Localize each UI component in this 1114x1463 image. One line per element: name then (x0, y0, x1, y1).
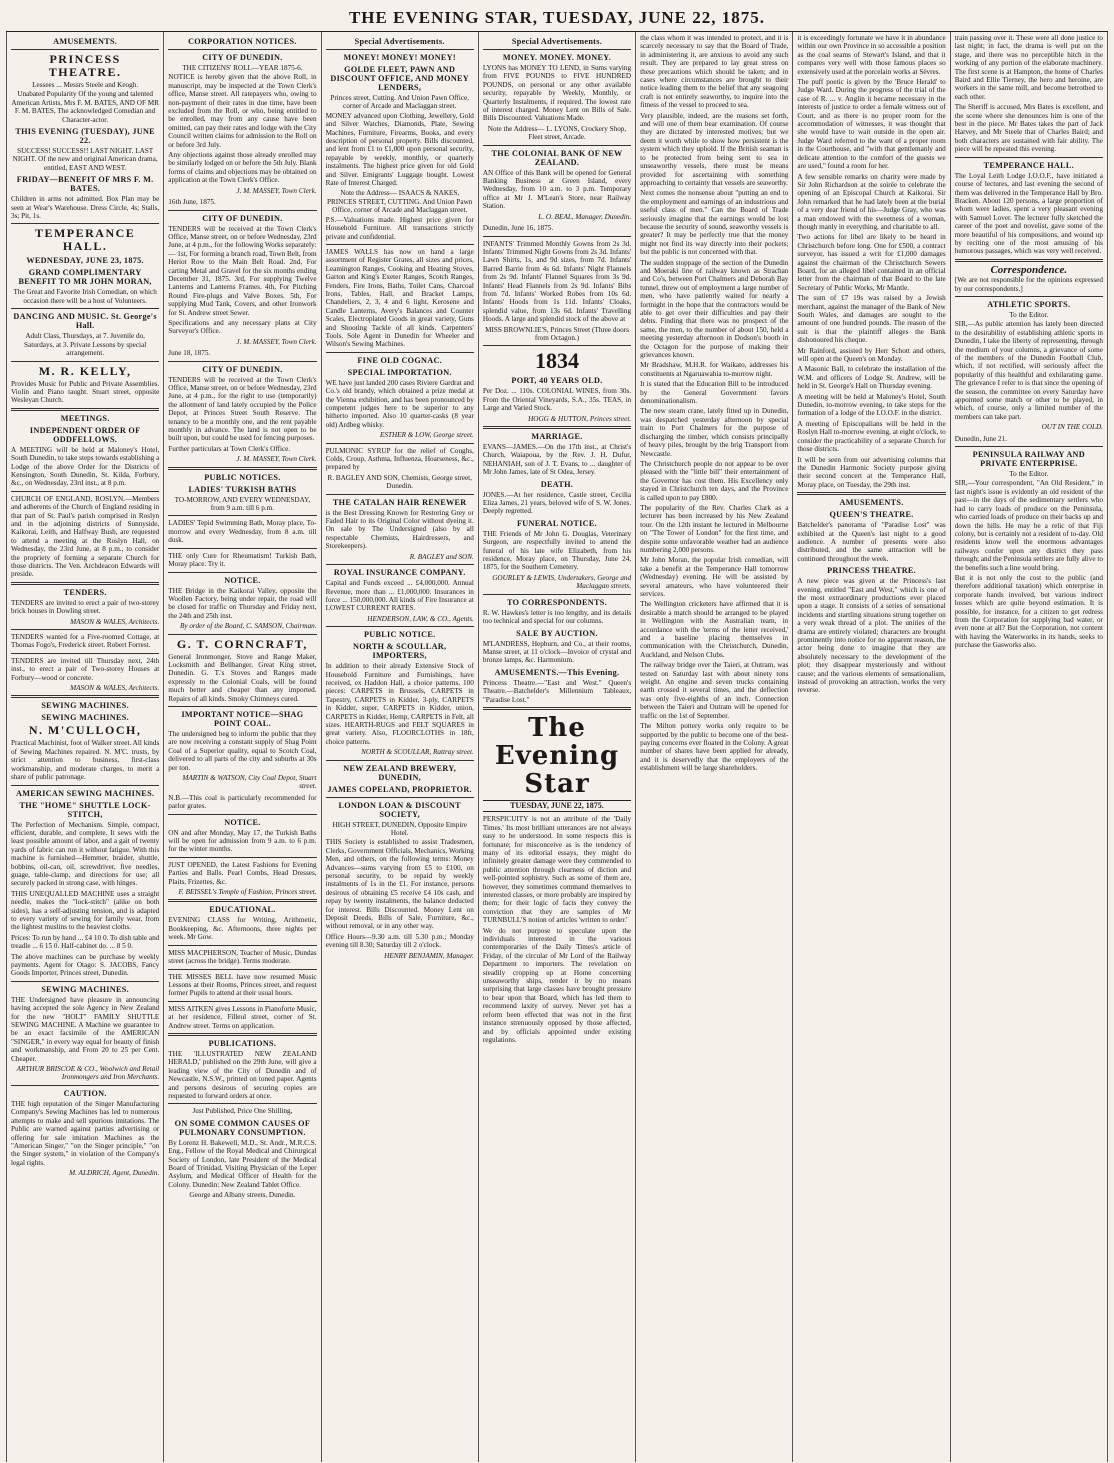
ad-title: GOLDE FLEET, PAWN AND DISCOUNT OFFICE, AND MONEY LENDERS, (330, 65, 470, 92)
divider (483, 49, 631, 50)
ad-text: HIGH STREET, DUNEDIN, Opposite Empire Hotel. (332, 820, 467, 837)
ad-text: Office Hours—9.30 a.m. till 5.30 p.m.; Monday evening till 8.30; Saturday till 2 o'clock. (325, 932, 474, 950)
divider (326, 49, 474, 50)
divider (168, 210, 316, 211)
notice-text: A MEETING will be held at Maloney's Hotel, South Dunedin, to take steps towards establishing a Lodge of the above Order for the Districts of Kensington, South Dunedin, St. Kilda, Forbury, &c., on Wednesday, 23rd inst., at 8 p.m. (11, 445, 160, 488)
ad-text: MISS MACPHERSON, Teacher of Music, Dundas street (across the bridge). Terms moderate. (168, 948, 317, 966)
ad-text: By Lorenz H. Bakewell, M.D., St. Andr., M.R.C.S. Eng., Fellow of the Royal Medical and Chirurgical Society of London, late President of the Medical Board of Trinidad, Visiting Physician of the Leper Asylum, and Medical Officer of Health for the Colony. Dunedin: New Zealand Tablet Office. (168, 1138, 317, 1189)
ad-text: THE only Cure for Rheumatism! Turkish Bath, Moray place. Try it. (168, 551, 317, 569)
ad-text: N.B.—This coal is particularly recommended for parlor grates. (168, 793, 317, 811)
notice-text: Princess Theatre.—"East and West." Queen's Theatre.—Batchelder's Millennium Tableaux, "Paradise Lost." (482, 678, 632, 704)
article-paragraph: A Masonic Ball, to celebrate the installation of the W.M. and officers of Lodge St. Andrew, will be held in St. George's Hall on Thursday evening. (797, 365, 946, 391)
divider (11, 49, 159, 50)
ad-text: WE have just landed 200 cases Riviere Gardrat and Co.'s old brandy, which obtained a prize medal at the Vienna exhibition, and has been pronounced by competent judges here to be superior to any hitherto imported. Also 10 quarter-casks (8 year old) Ardbeg whisky. (325, 378, 474, 429)
article-paragraph: A new piece was given at the Princess's last evening, entitled "East and West," which is one of the most extraordinary productions ever placed upon a stage. It consists of a series of sensational incidents and startling situations strung together on a very weak thread of a plot. The unities of the drama are entirely violated; characters are brought prominently into notice for no apparent reason, the actor being done to imagine that they are absolutely necessary to the development of the plot; they disappear mysteriously and without cause; and the various elements of sensationalism, instead of provoking an attraction, works the very reverse. (797, 577, 946, 695)
article-paragraph: The popularity of the Rev. Charles Clark as a lecturer has been increased by his New Zealand tour. On the 12th instant he lectured in Melbourne on "The Tower of London" for the first time, and despite some unfavorable weather had an audience numbering 2,000 persons. (640, 503, 789, 554)
ad-subheading: AMERICAN SEWING MACHINES. (15, 788, 155, 798)
letter-title: PENINSULA RAILWAY AND PRIVATE ENTERPRISE. (972, 450, 1085, 469)
signature: HENRY BENJAMIN, Manager. (384, 951, 474, 960)
section-heading: SEWING MACHINES. (41, 701, 129, 711)
ad-text: MISS AITKEN gives Lessons in Pianoforte Music, at her residence, Filleul street, corner of St. Andrew street. Terms on application. (168, 1004, 317, 1030)
signature: By order of the Board, C. SAMSON, Chairman. (179, 622, 317, 631)
ad-text: Capital and Funds exceed ... £4,000,000. Annual Revenue, more than ... £1,000,000. Insurances in force ... 150,000,000. All kinds of Fire Insurance at LOWEST CURRENT RATES. (325, 579, 474, 613)
column-1 (7, 32, 164, 1462)
notice-text: TENDERS will be received at the Town Clerk's Office, Manse street, on or before Wednesday, 23rd June, at 4 p.m., for the following Works separately:— 1st, For forming a branch road, Town Belt, from Heriot Row to the Main Belt Road. 2nd, For carting Metal and Gravel for the six months ending December 31, 1875. 3rd, For supplying Twelve Lanterns and Lanterns Frames. 4th, For Pitching Round Fire-plugs and Valve Boxes. 5th, For supplying Mud Tank, Covers, and other Ironwork for St. Andrew street Sewer. (168, 224, 317, 317)
divider (483, 426, 631, 429)
divider (168, 634, 316, 635)
ad-text: Princes street, Cutting. And Union Pawn Office, corner of Arcade and Maclaggan street. (330, 94, 469, 111)
divider (11, 491, 159, 492)
signature: MARTIN & WATSON, City Coal Depot, Stuart street. (182, 774, 317, 791)
divider (326, 494, 474, 495)
divider (168, 361, 316, 362)
article-paragraph: Mr Rainford, assisted by Herr Schott and others, will open at the Queen's on Monday. (797, 346, 946, 364)
divider (168, 706, 316, 707)
ad-subheading: CAUTION. (63, 1088, 107, 1098)
ad-text: THE 'ILLUSTRATED NEW ZEALAND HERALD,' published on the 29th June, will give a leading view of the City of Dunedin and of Newcastle, N.S.W., printed on toned paper. Agents and persons desirous of securing copies are requested to forward orders at once. (168, 1049, 317, 1100)
article-paragraph: Two actions for libel are likely to be heard in Christchurch before long. One for £500, a contract surveyor, has issued a writ for £1,000 damages against the chairman of the Christchurch Sewers Board, for an alleged libel contained in an official letter from the chairman of that Board to the late Secretary of Public Works, Mr Mantle. (797, 233, 946, 292)
divider (168, 945, 316, 946)
notice-title: CITY OF DUNEDIN. (202, 53, 283, 62)
column-7 (951, 32, 1108, 1462)
ad-text: LYONS has MONEY TO LEND, in Sums varying from FIVE POUNDS to FIVE HUNDRED POUNDS, on personal or any other available security, repayable by Weekly, Monthly, or Quarterly Instalments, if required. The lowest rate of interest charged. Money Lent on Bills of Sale. Bills Discounted. Valuations Made. (482, 64, 632, 123)
notice-text: TENDERS wanted for a Five-roomed Cottage, at Thomas Fogo's, Frederick street. Robert Forrest. (11, 633, 160, 650)
ad-text: THIS Society is established to assist Tradesmen, Clerks, Government Officials, Mechanics, Working Men, and others, on the following terms: Money Advances—sums varying from £5 to £100, on personal security, to be repaid by weekly instalments of 1s in the £1. For instance, persons desirous of obtaining £5 receive £4 10s cash, and repay by twenty instalments, the balance deducted for interest. Bills Discounted. Money Lent on Deposit Deeds, Bills of Sale, Furniture, &c., without removal, or in any other way. (325, 838, 474, 931)
divider (11, 653, 159, 654)
article-paragraph: It will be seen from our advertising columns that the Dunedin Harmonic Society purpose giving their second concert at the Temperance Hall, Moray place, on Tuesday, the 29th inst. (797, 455, 946, 489)
divider (168, 1033, 316, 1036)
ad-subheading: SPECIAL IMPORTATION. (347, 367, 452, 377)
ad-text: Lessees ... Messrs Steele and Keogh. (32, 81, 139, 89)
letter-title: ATHLETIC SPORTS. (987, 299, 1071, 309)
ad-title: NEW ZEALAND BREWERY, DUNEDIN, (343, 763, 457, 782)
section-heading: PUBLICATIONS. (208, 1038, 277, 1048)
divider (483, 345, 631, 346)
article-paragraph: The Wellington cricketers have affirmed that it is desirable a match should be arranged to be played in Wellington with the Australian team, in accordance with the 'terms of the letter received,' and a baseline placing themselves in communication with the Christchurch, Dunedin, Auckland, and Nelson Clubs. (640, 600, 789, 659)
notice-title: CITY OF DUNEDIN. (202, 213, 283, 223)
ad-subheading: FRIDAY—BENEFIT OF MRS F. M. BATES. (16, 175, 154, 194)
divider (955, 259, 1103, 262)
column-3 (322, 32, 479, 1462)
article-paragraph: The sudden stoppage of the section of the Dunedin and Moeraki line of railway known as Strachan and Co's, between Port Chalmers and Deborah Bay tunnel, threw out of employment a large number of men, who have patiently waited for nearly a fortnight in the hope that the contractors would be able to get over their difficulties and pay their debts. Finding that there was no prospect of the same, the men, to the number of about 150, held a meeting yesterday afternoon in Dodson's booth in the Octagon for the purpose of making their grievances known. (640, 258, 789, 360)
ad-subheading: THIS EVENING (TUESDAY), JUNE 22. (15, 127, 155, 146)
ad-text: The above machines can be purchase by weekly payments. Agent for Otago: S. JACOBS, Fancy Goods Importer, Princes street, Dunedin. (11, 952, 160, 978)
divider (326, 443, 474, 444)
section-heading: CORPORATION NOTICES. (188, 37, 297, 46)
ad-text: Per Doz. ... 110s. COLONIAL WINES, from 30s. From the Oriental Vineyards, S.A., 35s. TEAS, in Large and Varied Stock. (482, 387, 632, 413)
letter-text: SIR,—As public attention has lately been directed to the desirability of establishing athletic sports in Dunedin, I take the liberty of representing, through the medium of your columns, a grievance of some of the members of the Dunedin Football Club, which, if not rectified, will seriously affect the popularity of this healthful and exhilarating game. The grievance I refer to is that since the opening of the season, the committee on every Saturday have appointed some match or other to be played, in which, of course, only a limited number of the members can take part. (954, 320, 1103, 421)
section-heading: AMUSEMENTS.—This Evening. (494, 667, 620, 677)
section-heading: MARRIAGE. (531, 432, 583, 441)
ad-text: General Ironmonger, Stove and Range Maker, Locksmith and Bellhanger, Great King street, Dunedin. G. T.'s Stoves and Ranges made expressly to the Colonial Coals, will be found much better and cheaper than any imported. Repairs of all kinds. Smoky Chimneys cured. (168, 652, 317, 703)
article-paragraph: The Sheriff is accused, Mrs Bates is excellent, and the scene where she denounces him is one of the best in the piece. Mr Bates takes the part of Jack Harvey, and Mr Steele that of Charles Baird; and both characters are sustained with fair ability. The piece will be repeated this evening. (954, 103, 1103, 154)
notice-text: M'LANDRESS, Hepburn, and Co., at their rooms, Manse street, at 11 o'clock—Invoice of crystal and bronze lamps, &c. Harmonium. (482, 639, 632, 665)
article-paragraph: the class whom it was intended to protect, and it is scarcely necessary to say that the Board of Trade, in administering it, are anxious to avoid any such result. They are prepared to lay great stress on these precautions which should be taken; and in cases where circumstances are brought to their notice leading them to the belief that any seagoing craft is not entirely seaworthy, to inquire into the fitness of the vessel to proceed to sea. (640, 34, 789, 110)
signature: J. M. MASSEY, Town Clerk. (236, 337, 317, 346)
signature: GOURLEY & LEWIS, Undertakers, George and Maclaggan streets. (492, 573, 632, 591)
article-paragraph: Very plausible, indeed, are the reasons set forth, and will one of them bear examination. Of course they are dictated by interested motives; but we deem it worth while to show how persistent is the system which they uphold. If the British seaman is to be protected from being sent to sea in unseaworthy vessels, there must be means provided for ascertaining with something approaching to certainty that vessels are seaworthy. (640, 111, 789, 187)
ad-text: The Great and Favorite Irish Comedian, on which occasion there will be a host of Volunteers. (13, 288, 157, 305)
ad-title: PRINCESS THEATRE. (48, 52, 122, 79)
ad-title: ROYAL INSURANCE COMPANY. (333, 568, 466, 578)
ad-text: George and Albany streets, Dunedin. (189, 1191, 296, 1200)
signature: J. M. MASSEY, Town Clerk. (236, 455, 317, 464)
divider (11, 1085, 159, 1086)
article-paragraph: Next comes the nonsense about "putting an end to the employment and earnings of an industrious and useful class of men." Can the Board of Trade seriously imagine that the earnings would be lost because the security of sound, seaworthy vessels is greater? It may be perfectly true that the money might not find its way directly into their pockets; but the public is not concerned with that. (640, 189, 789, 257)
divider (168, 969, 316, 970)
article-paragraph: The new steam crane, lately fitted up in Dunedin, was despatched yesterday afternoon by special train to Port Chalmers for the purpose of discharging the timber, which consists principally of heavy piles, brought by the brig Transport from Newcastle. (640, 407, 789, 458)
newspaper-logo: The Evening Star (494, 712, 620, 799)
ad-subheading: WEDNESDAY, JUNE 23, 1875. (26, 256, 144, 266)
column-2 (164, 32, 321, 1462)
ad-subheading: SEWING MACHINES. (41, 713, 129, 723)
issue-date: TUESDAY, JUNE 22, 1875. (483, 800, 631, 812)
notice-date: 16th June, 1875. (168, 198, 216, 207)
column-6 (793, 32, 950, 1462)
divider (11, 223, 159, 224)
divider (168, 814, 316, 815)
ad-subheading: IMPORTANT NOTICE—SHAG POINT COAL. (181, 709, 304, 728)
divider (168, 467, 316, 470)
ad-subheading: JAMES COPELAND, PROPRIETOR. (327, 784, 472, 794)
article-paragraph: Mr John Moran, the popular Irish comedian, will take a benefit at the Temperance Hall tomorrow (Wednesday) evening. He will be assisted by several amateurs, who have volunteered their services. (640, 556, 789, 598)
article-paragraph: The Loyal Leith Lodge I.O.O.F., have initiated a course of lectures, and last evening the second of them was delivered in the Temperance Hall by Bro. Bracken. About 120 persons, a large proportion of whom were ladies, spent a very pleasant evening with Samuel Lover. The lecturer fully sketched the career of the poet and novelist, gave some of the more beautiful of his compositions, and wound up by reciting one of the most amusing of his humorous passages, which was very well received. (954, 171, 1103, 256)
notice-text: NOTICE is hereby given that the above Roll, in manuscript, may be inspected at the Town Clerk's office, Manse street. All ratepayers who, owing to non-payment of their rates in due time, have been excluded from the Roll, or who, being entitled to be enrolled, may from any cause have been omitted, can pay their rates and lodge with the City Council written claims for admission to the Roll on or before 3rd July. (168, 73, 317, 149)
divider (168, 1001, 316, 1002)
ad-title: ON SOME COMMON CAUSES OF PULMONARY CONSUMPTION. (174, 1118, 311, 1137)
ad-text: Unabated Popularity Of the young and talented American Artists, Mrs F. M. BATES, AND OF MR F. M. BATES, The acknowledged Comedian and Character-actor. (11, 90, 159, 124)
notice-text: TENDERS are invited to erect a pair of two-storey brick houses in Dowling street. (11, 598, 160, 616)
ad-title: M. R. KELLY, (38, 363, 132, 378)
article-paragraph: It is stated that the Education Bill to be introduced by the General Government favors denominationalism. (640, 380, 789, 406)
signature: ARTHUR BRISCOE & CO., Woolwich and Retail Ironmongers and Iron Merchants. (16, 1065, 160, 1082)
article-paragraph: train passing over it. These were all done justice to last night; in fact, the drama is well put on the stage, and there was no perceptible hitch in the working of any portion of the elaborate machinery. The first scene is at Hampton, the home of Charles Baird and Ellie Tierney, the hero and heroine, are workers in the same mill, and become betrothed to each other. (954, 34, 1103, 101)
ad-subheading: PORT, 40 YEARS OLD. (511, 376, 603, 386)
section-heading: SALE BY AUCTION. (516, 628, 598, 638)
divider (955, 157, 1103, 158)
article-paragraph: The railway bridge over the Taieri, at Outram, was tested on Saturday last with about ninety tons weight. An engine and seven trucks containing earth crossed it several times, and the deflection was only five-eighths of an inch. Connection between the Taieri and Outram will be opened for traffic on the 1st of September. (640, 661, 789, 720)
notice-text: Specifications and any necessary plans at City Surveyor's Office. (168, 318, 317, 336)
section-heading: Special Advertisements. (511, 37, 603, 46)
ad-title: TEMPERANCE HALL. (34, 226, 136, 254)
signature: J. M. MASSEY, Town Clerk. (236, 186, 317, 195)
divider (326, 626, 474, 627)
ad-text: Just Published, Price One Shilling, (192, 1107, 293, 1116)
divider (11, 582, 159, 585)
ad-title: LADIES' TURKISH BATHS (188, 484, 297, 494)
notice-text: TENDERS will be received at the Town Clerk's Office, Manse street, on or before Wednesday, 23rd June, at 4 p.m., for the right to use (temporarily) the allotment of land lately occupied by the Police Depot, at Princes Street South Reserve. The tenancy to be a monthly one, and the rent payable monthly in advance. The land is not open to be built upon, but could be used for fencing purposes. (168, 375, 317, 443)
signature: NORTH & SCOULLAR, Rattray street. (361, 748, 474, 757)
ad-year: 1834 (534, 348, 579, 374)
ad-text: R. BAGLEY AND SON, Chemists, George street, Dunedin. (327, 473, 472, 491)
ad-title: NORTH & SCOULLAR, IMPORTERS, (353, 642, 447, 661)
section-heading: DEATH. (540, 479, 574, 489)
section-heading: Special Advertisements. (354, 37, 445, 46)
article-paragraph: Batchelder's panorama of "Paradise Lost" was exhibited at the Queen's last night to a good audience. A number of presents were also distributed, and the same attraction will be continued throughout the week. (797, 521, 946, 563)
ad-title: LONDON LOAN & DISCOUNT SOCIETY, (338, 800, 461, 819)
ad-text: LADIES' Tepid Swimming Bath, Moray place, To-morrow and every Wednesday, from 8 a.m. till dusk. (168, 519, 317, 545)
ad-text: The Perfection of Mechanism. Simple, compact, efficient, durable, and complete. It sews with the least possible amount of labor, and a gait of twenty yards of fabric can run it without fatigue. With this machine is furnished—Hemmer, braider, shuttle, bobbins, oil-can, oil, screwdriver, five needles, guage, table-clamp, and directions for use; all securely packed in strong case, with hinges. (11, 820, 160, 888)
ad-subheading: NOTICE. (224, 817, 261, 827)
editor-note: [We are not responsible for the opinions expressed by our correspondents.] (954, 276, 1103, 293)
section-heading: PUBLIC NOTICES. (204, 472, 281, 482)
divider (11, 308, 159, 309)
ad-text: The undersigned beg to inform the public that they are now receiving a constant supply of Shag Point Coal of a Superior quality, equal to Scotch Coal, delivered to all parts of the city and suburbs at 30s per ton. (168, 729, 317, 772)
ad-text: Provides Music for Public and Private Assemblies. Violin and Piano taught. Stuart street, opposite Wesleyan Church. (11, 379, 160, 405)
notice-title: CITY OF DUNEDIN. (202, 364, 283, 374)
signature: ESTHER & LOW, George street. (380, 431, 474, 440)
ad-text: THIS UNEQUALLED MACHINE uses a straight needle, makes the "lock-stitch" (alike on both sides), has a self-adjusting tension, and is adapted to every variety of sewing for family wear, from the lightest muslins to the heaviest cloths. (11, 889, 160, 932)
signature: OUT IN THE COLD. (1041, 423, 1103, 432)
notice-subtitle: THE CITIZENS' ROLL—YEAR 1875-6. (182, 64, 303, 72)
ad-subheading: MONEY! MONEY! MONEY! (343, 53, 456, 62)
signature: HENDERSON, LAW, & CO., Agents. (367, 614, 474, 623)
ad-title: N. M'CULLOCH, (28, 723, 142, 738)
ad-text: SUCCESS! SUCCESS!! LAST NIGHT. LAST NIGHT. Of the new and original American drama, entitled, EAST AND WEST. (12, 147, 158, 172)
ad-subheading: DANCING AND MUSIC. St. George's Hall. (13, 312, 157, 331)
leader-paragraph: PERSPICUITY is not an attribute of the 'Daily Times.' Its most brilliant utterances are not always easy to be understood. In some respects this is fortunate; for misconceive as is the tendency of many of its editorial essays, they might do infinitely greater damage were they commended to public attention through clearness of diction and well-pointed sophistry. Such as some of them are, however, they sometimes command themselves to interested classes, or more probably are inspired by them; for their logic of facts they convey the conviction that they are samples of Mr TURNBULL'S notion of articles 'written to order.' (482, 815, 632, 925)
ad-title: THE "HOME" SHUTTLE LOCK-STITCH, (19, 800, 151, 819)
section-heading: MEETINGS. (60, 413, 110, 423)
divider (11, 785, 159, 786)
section-heading: TENDERS. (63, 587, 107, 597)
notice-date: June 18, 1875. (168, 349, 211, 358)
ad-text: THE Bridge in the Kaikorai Valley, opposite the Woollen Factory, being under repair, the road will be closed for traffic on Thursday and Friday next, the 24th and 25th inst. (168, 586, 317, 620)
notice-date: Dunedin, June 16, 1875. (482, 224, 554, 233)
ad-text: INFANTS' Trimmed Monthly Gowns from 2s 3d. Infants' Trimmed Night Gowns from 2s 3d. Infants' Lawn Shirts, 1s, and 9d sizes, from 7d. Infants' Barred Barrie from 4s 6d. Infants' Night Flannels from 2s 9d. Infants' Flannel Squares from 3s 9d. Infants' Head Flannels from 2s 9d. Infants' Bibs from 7d. Infants' Worked Robes from 10s 6d. Infants' Hoods from 1s 11d. Infants' Cloaks, splendid value, from 13s 6d. Infants' Travelling Hoods. A large and splendid stock of the above at (482, 239, 632, 324)
section-heading: TO CORRESPONDENTS. (507, 597, 607, 607)
ad-text: AN Office of this Bank will be opened for General Banking Business at Green Island, every Wednesday, from 10 a.m. to 3 p.m. Temporary office at Mr J. M'Lean's Store, near Railway Station. (482, 168, 632, 211)
ad-text: JUST OPENED, the Latest Fashions for Evening Parties and Balls. Pearl Combs, Head Dresses, Plaits, Frizettes, &c. (168, 860, 317, 886)
ad-subheading: GRAND COMPLIMENTARY BENEFIT TO MR JOHN MORAN, (18, 268, 152, 287)
divider (326, 564, 474, 565)
article-paragraph: The Milton pottery works only require to be supported by the public to become one of the best-paying concerns ever floated in the Colony. A great number of shares have been applied for already, and it is deservedly that the employers of the establishment will be large shareholders. (640, 722, 789, 773)
divider (483, 707, 631, 710)
ad-text: EVENING CLASS for Writing, Arithmetic, Bookkeeping, &c. Afternoons, three nights per week. Mr Gow. (168, 916, 317, 942)
section-heading: AMUSEMENTS. (839, 498, 904, 508)
letter-salutation: To the Editor. (1009, 470, 1049, 479)
article-paragraph: The Christchurch people do not appear to be over pleased with the "little bill" their entertainment of the Governor has cost them. His Excellency only stayed in Christchurch ten days, and the Province is called upon to pay £800. (640, 459, 789, 502)
article-paragraph: it is exceedingly fortunate we have it in abundance within our own Province in so accessible a position as the coal seams of Stewart's Island, and that it compares very well with those famous places so extensively used at the porcelain works at Sèvres. (797, 34, 946, 76)
divider (326, 760, 474, 761)
divider (955, 296, 1103, 297)
ad-prices: Prices: To run by hand ... £4 10 0. To dish table and treadle ... 6 15 0. Half-cabinet do. ... 8 5 0. (11, 933, 160, 951)
notice-text: CHURCH OF ENGLAND, ROSLYN.—Members and adherents of the Church of England residing in that part of St. Paul's parish comprised in Roslyn and in the adjoining districts of Sunnyside, Kaikorai, Leith, and Halfway Bush, are requested to attend a meeting at the Roslyn Hall, on Wednesday, the 23rd June, at 8 p.m., to consider the propriety of forming a separate Church for those districts. The Ven. Archdeacon Edwards will preside. (11, 494, 160, 579)
ad-text: JAMES WALLS has now on hand a large assortment of Register Grates, all sizes and prices, Leamington Ranges, Cooking and Heating Stoves, Garton and King's Exeter Ranges, Scotch Ranges, Fenders, Fire Irons, Baths, Toilet Cans, Charcoal Irons, Tables, Hall, and Bracket Lamps, Chandeliers, 2, 3, 4 and 6 light, Kerosene and Candle Lanterns, Avery's Balances and Counter Scales, Electroplated Goods in great variety, Guns and Shooting Tackle of all kinds. Carpenters' Tools. Sole Agent in Dunedin for Wheeler and Wilson's Sewing Machines. (325, 247, 474, 349)
section-subheading: PRINCESS THEATRE. (827, 566, 917, 576)
column-4 (479, 32, 636, 1462)
ad-text: is the Best Dressing Known for Restoring Grey or Faded Hair to its Original Color without dyeing it. On sale by The Undersigned (also by all respectable Chemists, Hairdressers, and Storekeepers). (325, 508, 474, 551)
signature: MASON & WALES, Architects. (70, 617, 160, 626)
ad-text: Note the Address— ISAACS & NAKES, PRINCES STREET, CUTTING. And Union Pawn Office, corner of Arcade and Maclaggan street. (326, 189, 473, 215)
divider (11, 981, 159, 982)
divider (797, 492, 945, 495)
ad-subheading: MONEY. MONEY. MONEY. (502, 53, 612, 62)
letter-text: SIR,—Your correspondent, "An Old Resident," in last night's issue is evidently an old resident of the past—in the days of the sedimentary settlers who had to carry loads of produce on the Peninsula, who carried loads of produce on their backs up and down the hills. He may be a relic of that Fiji colony, but is certainly not a resident of to-day. Old residents know well the enormous advantages railways confer upon any district they pass through; and the Peninsula settlers are fully alive to the benefits such a line would bring. (954, 479, 1103, 572)
divider (168, 572, 316, 573)
ad-text: Adult Class, Thursdays, at 7. Juvenile do, Saturdays, at 3. Private Lessons by special arrangement. (24, 332, 147, 358)
notice-text: TENDERS are invited till Thursday next, 24th inst., to erect a pair of Two-storey Houses at Forbury—wood or concrete. (11, 656, 160, 682)
notice-text: JONES.—At her residence, Castle street, Cecilia Eliza James, 21 years, beloved wife of S. W. Jones. Deeply regretted. (482, 490, 632, 516)
section-heading: AMUSEMENTS. (53, 37, 118, 46)
divider (11, 408, 159, 411)
ad-text: Note the Address— L. LYONS, Crockery Shop, Fleet street, Arcade. (487, 124, 627, 142)
signature: F. BEISSEL's Temple of Fashion, Princes street. (178, 888, 317, 897)
divider (483, 594, 631, 595)
section-subheading: QUEEN'S THEATRE. (829, 510, 914, 520)
masthead: THE EVENING STAR, TUESDAY, JUNE 22, 1875. (6, 6, 1108, 32)
columns (6, 32, 1108, 1462)
divider (326, 352, 474, 353)
article-paragraph: The puff poetic is given by the 'Bruce Herald' to Judge Ward. During the progress of the trial of the case of R. ... v. Anglin it became necessary in the interests of justice to order a female witness out of Court, and as there is no proper room for the accommodation of witnesses, it was thought that she would have to wait outside in the open air. Judge Ward referred to the want of a proper room in the Courthouse, and "with that gentlemanly and delicate attention to the comfort of the guests we are used," found a room for her. (797, 78, 946, 171)
ad-text: In addition to their already Extensive Stock of Household Furniture and Furnishings, have received, ex Haddon Hall, a choice patterns, 100 pieces: CARPETS in Brussels, CARPETS in Tapestry, CARPETS in Kidder, 3-ply, CARPETS in Kidder, super, CARPETS in Kidder, union, CARPETS in Kidder, Hemp, CARPETS in Felt, all sizes. HEARTH-RUGS and FELT SQUARES in great variety. Also, FLOORCLOTHS in 18ft, choice patterns. (325, 662, 474, 746)
divider (168, 1103, 316, 1104)
ad-text: PULMONIC SYRUP for the relief of Coughs, Colds, Croup, Asthma, Influenza, Hoarseness, &c., prepared by (325, 446, 474, 472)
divider (168, 857, 316, 858)
article-paragraph: Mr Bradshaw, M.H.R. for Waikato, addresses his constituents at Ngaruawahia to-morrow night. (640, 361, 789, 378)
ad-title: THE CATALAN HAIR RENEWER (332, 497, 467, 507)
divider (168, 548, 316, 549)
divider (11, 629, 159, 630)
ad-text: P.S.—Valuations made. Highest price given for Household Furniture. All transactions strictly private and confidential. (325, 215, 474, 241)
article-paragraph: A few sensible remarks on charity were made by Sir John Richardson at the soirée to celebrate the opening of an Episcopal Church at Kaikorai. Sir John remarked that he had lately been at the burial of a very dear friend of his—Judge Gray, who was a man endowed with the sweetness of a woman, though manly in everything, and charitable to all. (797, 172, 946, 231)
letter-salutation: To the Editor. (1009, 310, 1049, 319)
leader-paragraph: We do not purpose to speculate upon the individuals interested in the various contemporaries of the Daily Times's article of Friday, of the circular of Mr Lord of the Railway Department to importers. The revelation on steadily cropping up at Home concerning unseaworthy ships, render it by no means surprising that large classes have brought pressure to bear upon that Board, which has led them to recommend laxity of survey. Never yet has a reform been effected that was not in the first instance strenuously opposed by those affected, and by officials appointed under existing regulations. (482, 926, 632, 1044)
divider (483, 145, 631, 146)
ad-text: THE MISSES BELL have now resumed Music Lessons at their Rooms, Princes street, and request former Pupils to attend at their usual hours. (168, 972, 317, 998)
notice-text: EVANS—JAMES.—On the 17th inst., at Christ's Church, Waiapoua, by the Rev. J. H. Dufur, NEHANIAH, son of J. T. Evans, to ... daughter of Mr John James, late of St Odea, Jersey. (482, 443, 632, 477)
article-paragraph: A meeting will be held at Maloney's Hotel, South Dunedin, to-morrow evening, to take steps for the formation of a lodge of the I.O.O.F. in the district. (797, 392, 946, 418)
section-heading: FUNERAL NOTICE. (516, 518, 597, 528)
notice-text: Any objections against those already enrolled may be similarly lodged on or before the 5th July. Blank forms of claims and objections may be obtained on application at the Town Clerk's Office. (168, 151, 317, 185)
notice-text: Further particulars at Town Clerk's Office. (168, 444, 291, 453)
article-paragraph: A meeting of Episcopalians will be held in the Roslyn Hall to-morrow evening, at eight o'clock, to consider the practicability of a separate Church for those districts. (797, 419, 946, 454)
divider (955, 446, 1103, 447)
column-5 (636, 32, 793, 1462)
ad-text: Children in arms not admitted. Box Plan may be seen at Wear's Warehouse. Dress Circle, 4s; Stalls, 3s; Pit, 1s. (11, 195, 160, 221)
letter-date: Dunedin, June 21. (954, 434, 1007, 443)
letter-text: But it is not only the cost to the public (and therefore additional taxation) which enterprise in corporate hands involved, but various indirect losses which are quite beyond estimation. It is possible, for instance, for a citizen to get redress from the Corporation for supplying bad water, or even none at all? But the Corporation, not content with having the Waterworks in its hands, seeks to purchase the Gasworks also. (954, 573, 1103, 650)
notice-text: R. W. Hawkes's letter is too lengthy, and its details too technical and special for our columns. (482, 608, 632, 626)
signature: M. ALDRICH, Agent, Dunedin. (69, 1169, 160, 1178)
ad-text: THE high reputation of the Singer Manufacturing Company's Sewing Machines has led to numerous attempts to make and sell spurious imitations. The Public are warned against parties advertising or offering for sale imitation Machines as the "American Singer," "on the Singer principle," "on the Singer system," in violation of the Company's legal rights. (11, 1099, 160, 1167)
signature: R. BAGLEY and SON. (409, 552, 474, 561)
ad-title: FINE OLD COGNAC. (357, 355, 443, 365)
ad-text: TO-MORROW, AND EVERY WEDNESDAY, from 9 a.m. till 6 p.m. (174, 495, 311, 513)
signature: HOGG & HUTTON, Princes street. (528, 414, 632, 423)
divider (168, 899, 316, 902)
section-heading: EDUCATIONAL. (209, 905, 276, 915)
ad-subheading: SEWING MACHINES. (41, 984, 129, 994)
divider (483, 236, 631, 237)
signature: L. O. BEAL, Manager, Dunedin. (538, 212, 632, 221)
divider (168, 49, 316, 50)
ad-title: G. T. CORNCRAFT, (176, 636, 308, 651)
section-heading: TEMPERANCE HALL. (983, 160, 1074, 170)
ad-title: THE COLONIAL BANK OF NEW ZEALAND. (491, 148, 623, 167)
notice-title: INDEPENDENT ORDER OF ODDFELLOWS. (29, 425, 141, 444)
article-paragraph: The sum of £7 19s was raised by a Jewish merchant, against the manager of the Bank of New South Wales, and damages are sought to the amount of one hundred pounds. The reason of the suit is that the plaintiff alleges the Bank dishonoured his cheque. (797, 294, 946, 345)
ad-subheading: NOTICE. (224, 575, 261, 585)
divider (11, 695, 159, 698)
ad-text: MONEY advanced upon Clothing, Jewellery, Gold and Silver Watches, Diamonds, Plate, Sewing Machines, Furniture, Firearms, Books, and every description of personal property. Bills discounted, and lent from £1 to £1,000 upon personal security, repayable by weekly, monthly, or quarterly instalments. The highest price given for old Gold and Silver. Emigrants' Luggage bought. Lowest Rate of Interest Charged. (325, 111, 474, 188)
ad-subheading: PUBLIC NOTICE. (363, 630, 436, 640)
divider (11, 361, 159, 362)
divider (168, 515, 316, 516)
divider (326, 797, 474, 798)
ad-text: Practical Machinist, foot of Walker street. All kinds of Sewing Machines repaired. N. M'C. trusts, by strict attention to business, first-class workmanship, and moderate charges, to merit a share of public patronage. (11, 739, 160, 782)
divider (326, 244, 474, 245)
ad-text: MISS BROWNLIE'S, Princes Street (Three doors from Octagon.) (485, 325, 629, 342)
ad-text: ON and after Monday, May 17, the Turkish Baths will be open for admission from 9 a.m. to 6 p.m. for the winter months. (168, 828, 317, 854)
signature: MASON & WALES, Architects. (70, 684, 160, 693)
ad-text: THE Undersigned have pleasure in announcing having accepted the sole Agency in New Zealand for the new "HOLT" FAMILY SHUTTLE SEWING MACHINE. A Machine we guarantee to be an exact facsimile of the AMERICAN "SINGER," in every way equal for beauty of finish and workmanship, and From 20 to 25 per Cent. Cheaper. (11, 995, 160, 1063)
correspondence-heading: Correspondence. (990, 263, 1068, 276)
notice-text: THE Friends of Mr John G. Douglas, Veterinary Surgeon, are respectfully invited to attend the funeral of his late wife Elizabeth, from his residence, Moray place, on Thursday, June 24, 1875, for the Southern Cemetery. (482, 529, 632, 572)
